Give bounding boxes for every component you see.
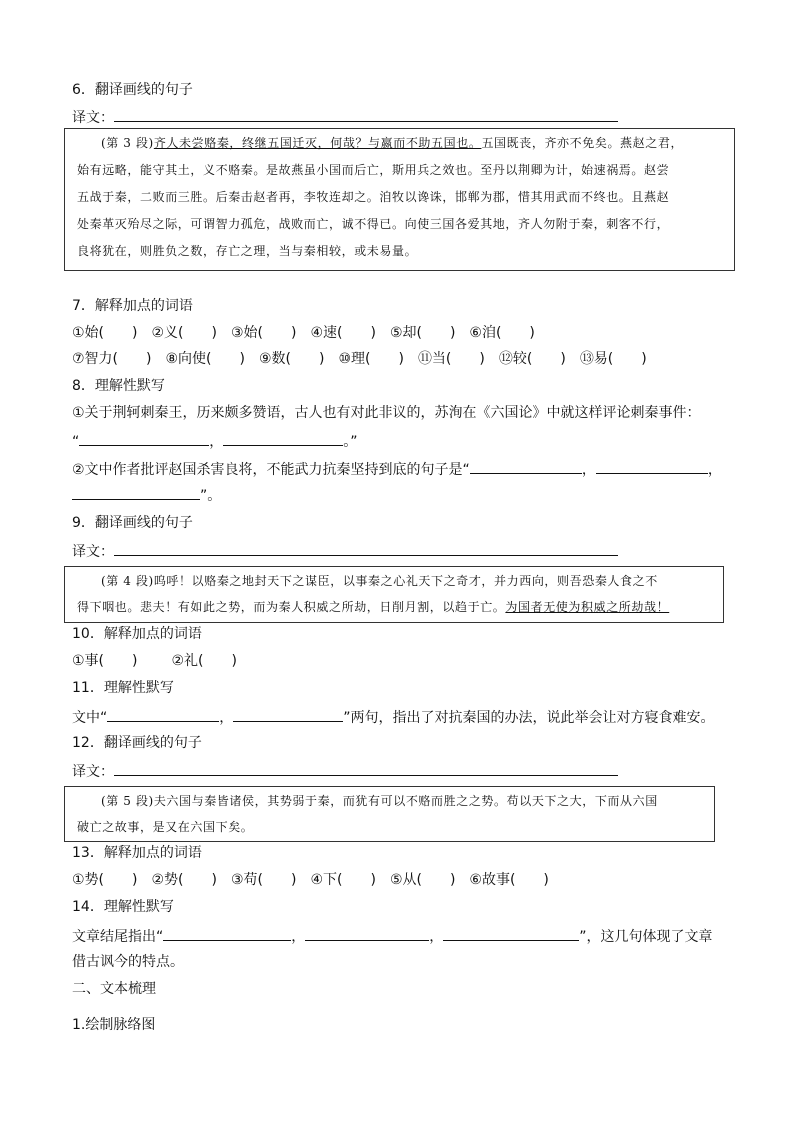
q7-item[interactable]: ⑤却( ) [389, 325, 456, 341]
q7-row-2 [72, 349, 661, 369]
q9-title: 9．翻译画线的句子 [72, 515, 193, 531]
q9-translation [72, 540, 618, 562]
p3-line-2: 始有远略，能守其土，义不赂秦。是故燕虽小国而后亡，斯用兵之效也。至丹以荆卿为计，始速祸焉。赵尝 [77, 163, 670, 177]
q8-sentence-2-cont: ”。 [72, 484, 221, 506]
p5-line-1: (第 5 段)夫六国与秦皆诸侯，其势弱于秦，而犹有可以不赂而胜之之势。苟以天下之大，下而从六国 [101, 794, 658, 808]
q6-title: 6．翻译画线的句子 [72, 82, 193, 98]
q7-item[interactable]: ⑪当( ) [417, 351, 485, 367]
q8-blank[interactable] [470, 458, 582, 474]
q14-sentence-cont: 借古讽今的特点。 [72, 954, 184, 970]
q7-row-1 [72, 323, 549, 343]
q12-title: 12．翻译画线的句子 [72, 735, 202, 751]
q7-item[interactable]: ⑧向使( ) [165, 351, 245, 367]
passage-box-p4 [64, 566, 724, 623]
q11-blank[interactable] [233, 706, 343, 722]
q8-sentence-1: ①关于荆轲刺秦王，历来颇多赞语，古人也有对此非议的，苏洵在《六国论》中就这样评论刺秦事件： [72, 405, 701, 421]
p3-line-5: 良将犹在，则胜负之数，存亡之理，当与秦相较，或未易量。 [77, 244, 418, 258]
q8-blank[interactable] [223, 430, 343, 446]
passage-box-p5 [64, 786, 715, 842]
q7-item[interactable]: ⑩理( ) [338, 351, 404, 367]
p3-underlined-sentence: 齐人未尝赂秦，终继五国迁灭，何哉？与嬴而不助五国也。 [153, 136, 482, 150]
q6-answer-line[interactable] [114, 106, 618, 122]
q13-item[interactable]: ⑤从( ) [389, 872, 456, 888]
q12-translation [72, 760, 618, 782]
q14-blank[interactable] [305, 925, 429, 941]
q13-item[interactable]: ①势( ) [72, 872, 138, 888]
passage-box-p3 [64, 128, 735, 271]
q8-blank[interactable] [596, 458, 708, 474]
q7-item[interactable]: ②义( ) [151, 325, 217, 341]
q14-title: 14．理解性默写 [72, 899, 174, 915]
q10-items [72, 651, 251, 671]
q11-title: 11．理解性默写 [72, 680, 174, 696]
q13-item[interactable]: ③苟( ) [230, 872, 297, 888]
q10-item[interactable]: ①事( ) [72, 653, 138, 669]
q13-item[interactable]: ④下( ) [310, 872, 376, 888]
q13-item[interactable]: ②势( ) [151, 872, 217, 888]
q11-blank[interactable] [107, 706, 219, 722]
p4-underlined-sentence: 为国者无使为积威之所劫哉！ [505, 600, 670, 614]
q7-title: 7．解释加点的词语 [72, 298, 193, 314]
q8-sentence-2: ②文中作者批评赵国杀害良将，不能武力抗秦坚持到底的句子是“ ， ， [72, 458, 722, 480]
q11-sentence: 文中“ ， ”两句，指出了对抗秦国的办法，说此举会让对方寝食难安。 [72, 706, 715, 728]
section-2-subtitle: 1.绘制脉络图 [72, 1017, 156, 1033]
q8-blank[interactable] [79, 430, 209, 446]
section-2-title: 二、文本梳理 [72, 981, 156, 997]
q7-item[interactable]: ⑥洎( ) [469, 325, 535, 341]
q13-title: 13．解释加点的词语 [72, 845, 202, 861]
q10-title: 10．解释加点的词语 [72, 626, 202, 642]
q8-blank[interactable] [72, 484, 200, 500]
p4-line-1: (第 4 段)呜呼！以赂秦之地封天下之谋臣，以事秦之心礼天下之奇才，并力西向，则吾恐秦人食之不 [101, 574, 658, 588]
q14-blank[interactable] [443, 925, 579, 941]
q10-item[interactable]: ②礼( ) [171, 653, 237, 669]
p3-line-3: 五战于秦，二败而三胜。后秦击赵者再，李牧连却之。洎牧以谗诛，邯郸为郡，惜其用武而不终也。且燕赵 [77, 190, 670, 204]
q7-item[interactable]: ⑫较( ) [498, 351, 566, 367]
q7-item[interactable]: ①始( ) [72, 325, 138, 341]
q12-answer-line[interactable] [114, 760, 618, 776]
q6-translation [72, 106, 618, 128]
p3-line-1: (第 3 段)齐人未尝赂秦，终继五国迁灭，何哉？与嬴而不助五国也。五国既丧，齐亦不免矣。燕赵之君， [101, 136, 684, 150]
q13-item[interactable]: ⑥故事( ) [469, 872, 549, 888]
q14-sentence: 文章结尾指出“ ， ， ”，这几句体现了文章 [72, 925, 713, 947]
translation-label: 译文： [72, 110, 114, 126]
q8-blanks-1: “ ， 。” [72, 430, 358, 452]
q7-item[interactable]: ⑬易( ) [579, 351, 647, 367]
q7-item[interactable]: ⑨数( ) [258, 351, 325, 367]
p3-line-4: 处秦革灭殆尽之际，可谓智力孤危，战败而亡，诚不得已。向使三国各爱其地，齐人勿附于秦，刺客不行， [77, 217, 670, 231]
p4-line-2: 得下咽也。悲夫！有如此之势，而为秦人积威之所劫，日削月割，以趋于亡。为国者无使为积威之所劫哉！ [77, 600, 670, 614]
q7-item[interactable]: ⑦智力( ) [72, 351, 152, 367]
q8-title: 8．理解性默写 [72, 378, 165, 394]
q9-answer-line[interactable] [114, 540, 618, 556]
translation-label: 译文： [72, 764, 114, 780]
translation-label: 译文： [72, 544, 114, 560]
q7-item[interactable]: ④速( ) [310, 325, 376, 341]
q13-items [72, 870, 563, 890]
q14-blank[interactable] [163, 925, 291, 941]
p5-line-2: 破亡之故事，是又在六国下矣。 [77, 820, 254, 834]
q7-item[interactable]: ③始( ) [230, 325, 297, 341]
